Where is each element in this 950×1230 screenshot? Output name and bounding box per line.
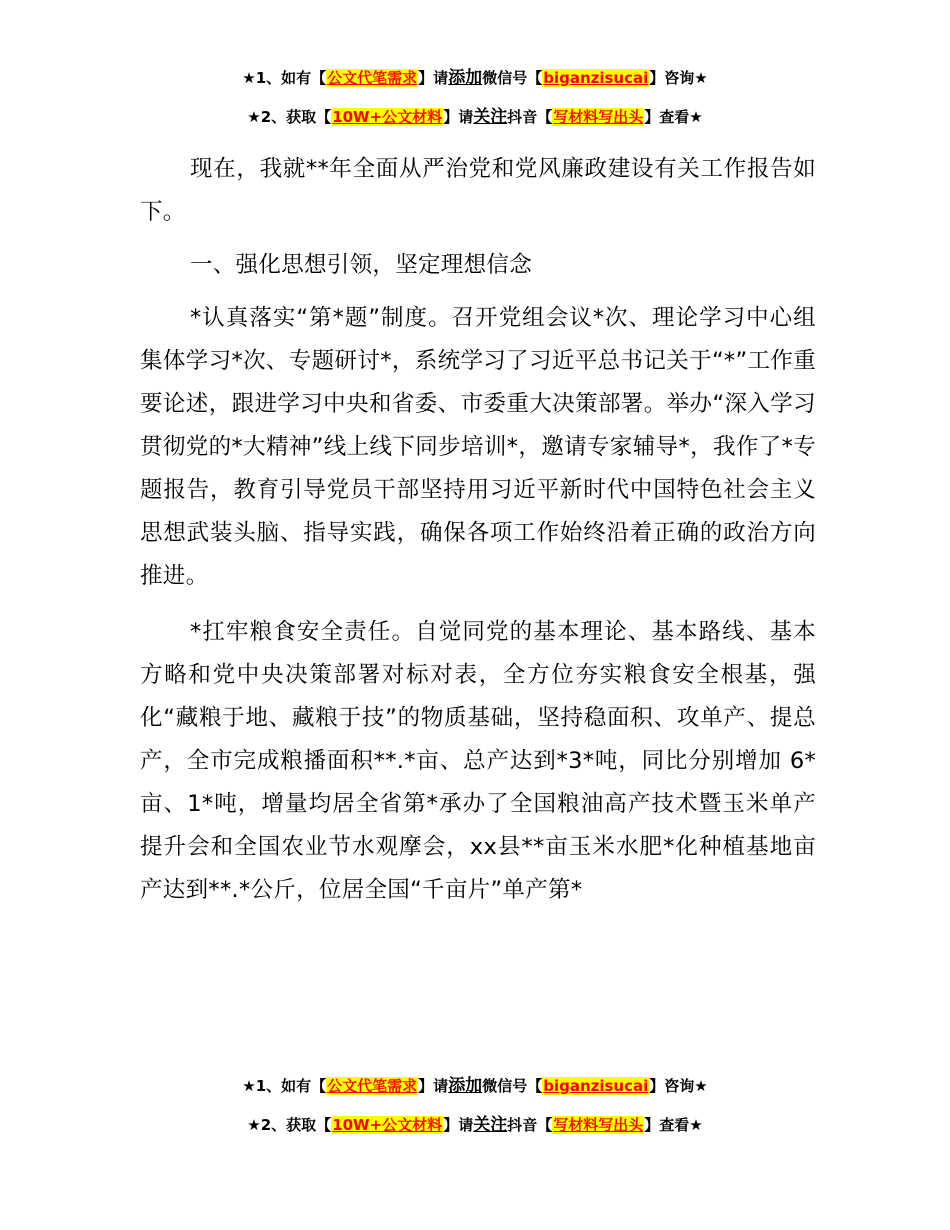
promo-underline: 添加 <box>448 1076 483 1096</box>
footer-promo-line-2 <box>0 1114 950 1136</box>
promo-text: ★2、获取【 <box>247 108 332 126</box>
promo-highlight: 10W+公文材料 <box>332 1116 443 1134</box>
promo-underline: 关注 <box>473 1115 508 1135</box>
promo-text: 】请 <box>418 69 449 87</box>
section-heading <box>140 244 816 287</box>
footer-promo-line-1 <box>0 1075 950 1097</box>
paragraph-text: *扛牢粮食安全责任。自觉同党的基本理论、基本路线、基本方略和党中央决策部署对标对表，全方位夯实粮食安全根基，强化“藏粮于地、藏粮于技”的物质基础，坚持稳面积、攻单产、提总产，全市完成粮播面积**.*亩、总产达到*3*吨，同比分别增加 6*亩、1*吨，增量均居全省第*承办了全国粮油高产技术暨玉米单产提升会和全国农业节水观摩会，xx县**亩玉米水肥*化种植基地亩产达到**.*公斤，位居全国“千亩片”单产第* <box>140 619 816 903</box>
promo-highlight: 写材料写出头 <box>553 1116 644 1134</box>
intro-text: 现在，我就**年全面从严治党和党风廉政建设有关工作报告如下。 <box>140 156 816 225</box>
intro-paragraph <box>140 148 816 234</box>
promo-text: ★2、获取【 <box>247 1116 332 1134</box>
promo-highlight: biganzisucai <box>543 69 649 87</box>
promo-text: 抖音【 <box>507 108 553 126</box>
promo-text: ★1、如有【 <box>242 69 327 87</box>
promo-text: ★1、如有【 <box>242 1077 327 1095</box>
promo-text: 】查看★ <box>644 1116 703 1134</box>
promo-text: 抖音【 <box>507 1116 553 1134</box>
promo-highlight: 公文代笔需求 <box>327 69 418 87</box>
promo-highlight: 10W+公文材料 <box>332 108 443 126</box>
header-promo-line-2 <box>0 106 950 128</box>
section-heading-text: 一、强化思想引领，坚定理想信念 <box>190 252 533 278</box>
promo-highlight: 写材料写出头 <box>553 108 644 126</box>
header-promo-line-1 <box>0 67 950 89</box>
promo-highlight: biganzisucai <box>543 1077 649 1095</box>
promo-underline: 关注 <box>473 107 508 127</box>
promo-text: 】请 <box>418 1077 449 1095</box>
body-paragraph-1 <box>140 297 816 598</box>
promo-text: 微信号【 <box>482 1077 543 1095</box>
promo-underline: 添加 <box>448 68 483 88</box>
promo-text: 】查看★ <box>644 108 703 126</box>
promo-text: 】请 <box>443 1116 474 1134</box>
paragraph-text: *认真落实“第*题”制度。召开党组会议*次、理论学习中心组集体学习*次、专题研讨*，系统学习了习近平总书记关于“*”工作重要论述，跟进学习中央和省委、市委重大决策部署。举办“深入学习贯彻党的*大精神”线上线下同步培训*，邀请专家辅导*，我作了*专题报告，教育引导党员干部坚持用习近平新时代中国特色社会主义思想武装头脑、指导实践，确保各项工作始终沿着正确的政治方向推进。 <box>140 305 816 589</box>
promo-highlight: 公文代笔需求 <box>327 1077 418 1095</box>
body-paragraph-2 <box>140 611 816 912</box>
promo-text: 微信号【 <box>482 69 543 87</box>
promo-text: 】咨询★ <box>649 1077 708 1095</box>
promo-text: 】请 <box>443 108 474 126</box>
promo-text: 】咨询★ <box>649 69 708 87</box>
